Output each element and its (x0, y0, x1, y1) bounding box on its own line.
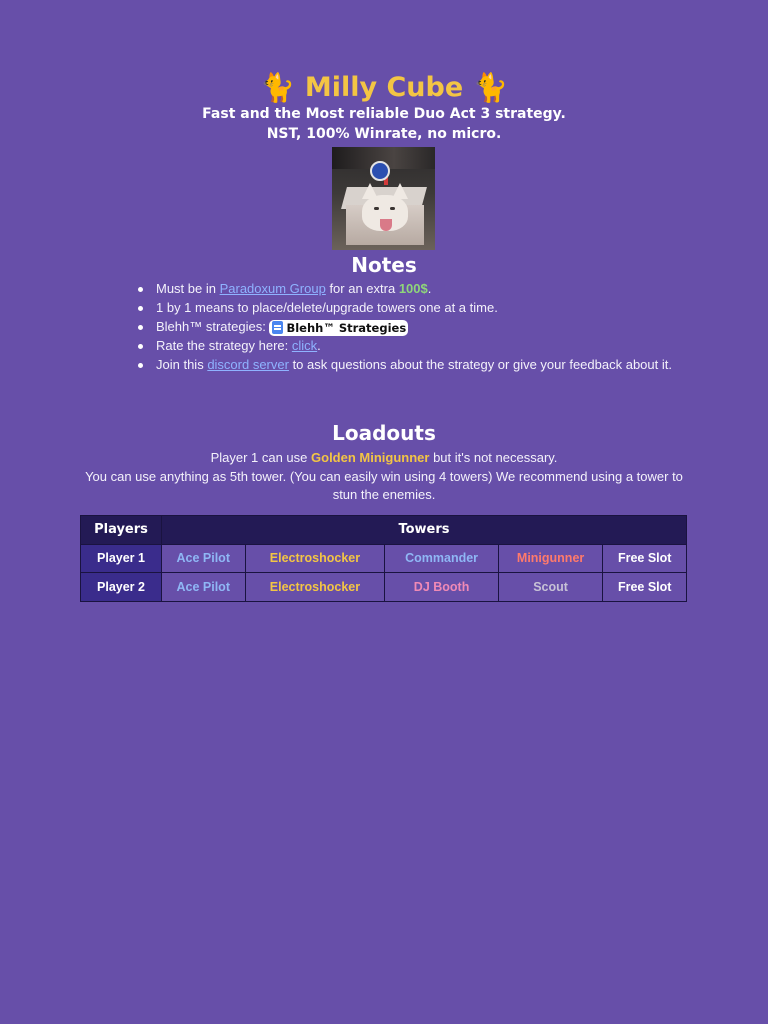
rate-strategy-link[interactable]: click (291, 338, 318, 353)
discord-server-link[interactable]: discord server (207, 357, 289, 372)
player-cell: Player 1 (81, 544, 162, 573)
loadouts-heading: Loadouts (332, 421, 436, 445)
paradoxum-group-link[interactable]: Paradoxum Group (219, 281, 326, 296)
tower-cell: Electroshocker (245, 573, 385, 602)
list-item: Must be in Paradoxum Group for an extra 100$. (135, 280, 695, 298)
loadout-table (80, 515, 687, 602)
cat-cube-photo (332, 147, 435, 250)
player-cell: Player 2 (81, 573, 162, 602)
subtitle-line-2: NST, 100% Winrate, no micro. (266, 126, 502, 142)
tower-cell: Ace Pilot (162, 544, 246, 573)
notes-heading: Notes (351, 253, 417, 277)
tower-cell: Scout (498, 573, 603, 602)
title-row (0, 72, 768, 104)
tower-cell: Free Slot (603, 573, 687, 602)
golden-minigunner-text: Golden Minigunner (311, 450, 430, 465)
money-amount: 100$ (398, 281, 428, 296)
tower-cell: Free Slot (603, 544, 687, 573)
cat-icon: 🐈 (473, 71, 509, 104)
tower-cell: DJ Booth (385, 573, 498, 602)
tower-cell: Electroshocker (245, 544, 385, 573)
cat-icon: 🐈 (259, 71, 295, 104)
loadouts-note-1: Player 1 can use Golden Minigunner but it's not necessary. (210, 450, 558, 465)
tower-cell: Commander (385, 544, 498, 573)
players-header: Players (81, 516, 162, 545)
blehh-strategies-chip[interactable]: Blehh™ Strategies (269, 320, 408, 336)
subtitle-line-1: Fast and the Most reliable Duo Act 3 strategy. (202, 106, 566, 122)
list-item: Blehh™ strategies: Blehh™ Strategies (135, 318, 695, 336)
tower-cell: Ace Pilot (162, 573, 246, 602)
towers-header: Towers (162, 516, 687, 545)
loadouts-note-2: You can use anything as 5th tower. (You can easily win using 4 towers) We recommend using a tower to stun the enemies. (85, 469, 683, 502)
document-icon (272, 321, 283, 334)
tower-cell: Minigunner (498, 544, 603, 573)
table-row (81, 544, 687, 573)
list-item: Rate the strategy here: click. (135, 337, 695, 355)
list-item: 1 by 1 means to place/delete/upgrade towers one at a time. (135, 299, 695, 317)
table-row (81, 573, 687, 602)
list-item: Join this discord server to ask questions about the strategy or give your feedback about it. (135, 356, 695, 374)
notes-list (135, 280, 695, 375)
page-title: Milly Cube (304, 72, 464, 103)
table-header-row (81, 516, 687, 545)
